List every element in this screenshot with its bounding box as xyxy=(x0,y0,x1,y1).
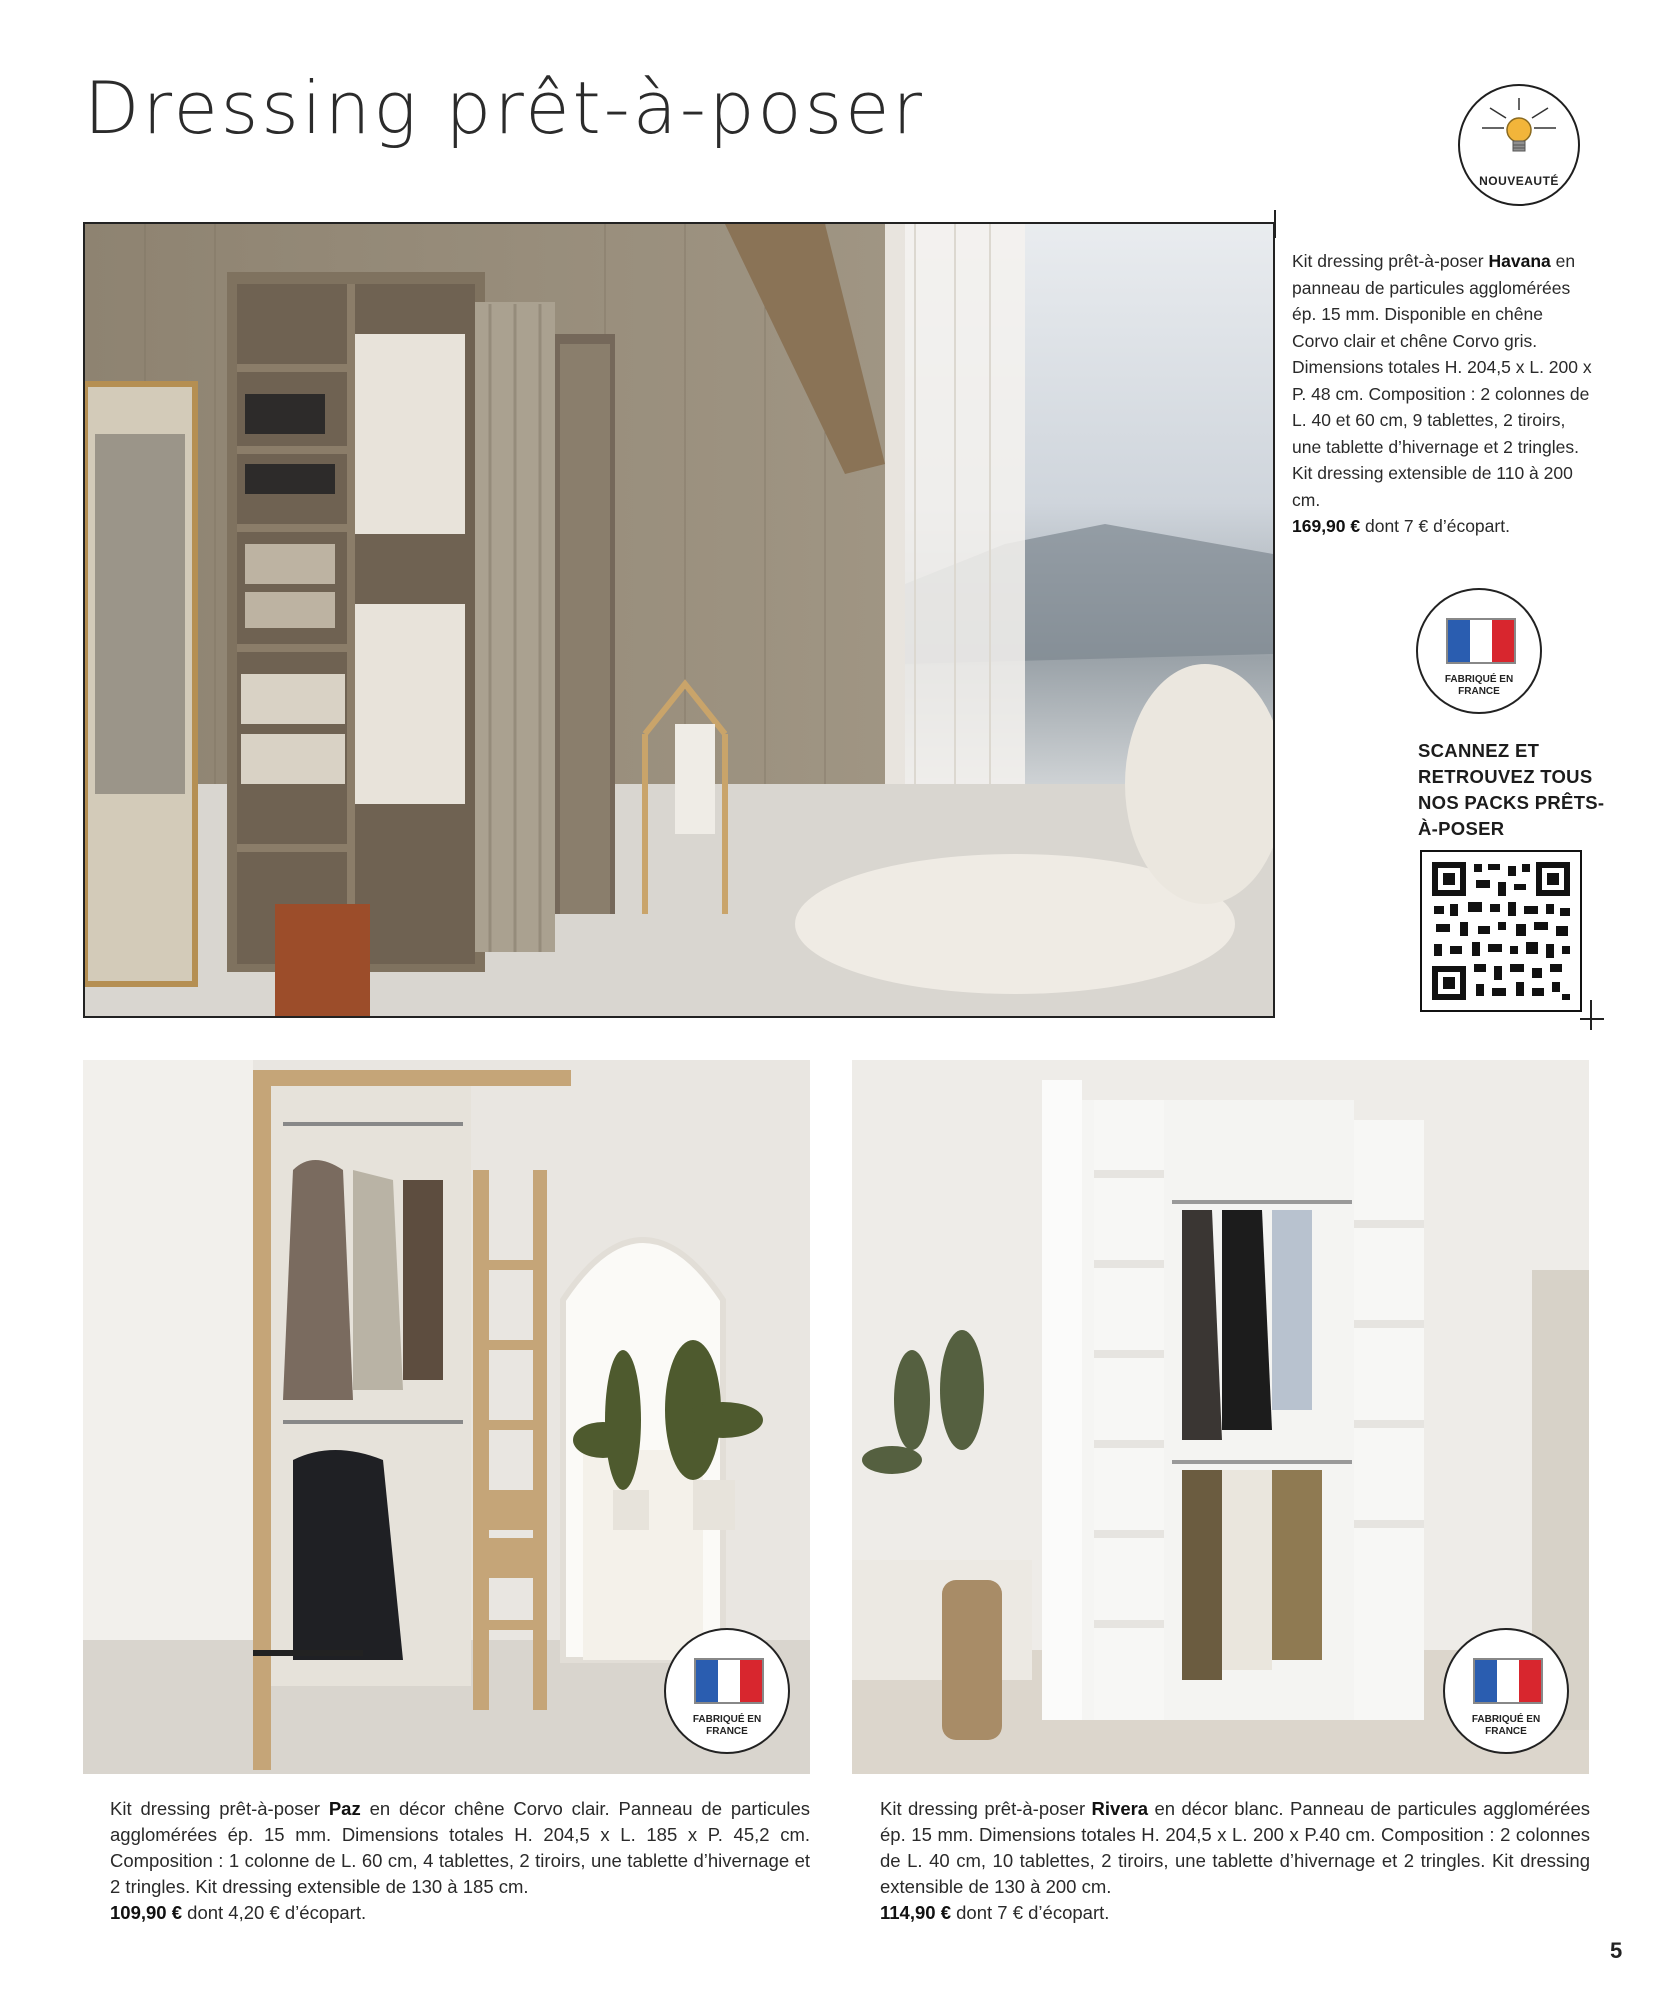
french-flag-icon xyxy=(1446,618,1516,664)
product-name: Havana xyxy=(1488,251,1551,271)
qr-code[interactable] xyxy=(1420,850,1582,1012)
product-body: en décor chêne Corvo clair. Panneau de particules agglomérées ép. 15 mm. Dimensions totales H. 204,5 x L. 185 x P. 45,2 cm. Composition : 1 colonne de L. 60 cm, 4 tablettes, 2 tiroirs, une tablette d’hivernage et 2 tringles. Kit dressing extensible de 130 à 185 cm. xyxy=(110,1798,811,1897)
product-body: en décor blanc. Panneau de particules agglomérées ép. 15 mm. Dimensions totales H. 204,5 x L. 200 x P.40 cm. Composition : 2 colonnes de L. 40 cm, 10 tablettes, 2 tiroirs, une tablette d’hivernage et 2 tringles. Kit dressing extensible de 130 à 200 cm. xyxy=(880,1798,1591,1897)
qr-code-icon xyxy=(1422,852,1580,1010)
product-intro: Kit dressing prêt-à-poser xyxy=(110,1798,329,1819)
eco-contribution: dont 7 € d’écopart. xyxy=(1360,516,1510,536)
scan-cta: SCANNEZ ET RETROUVEZ TOUS NOS PACKS PRÊTS-À-POSER xyxy=(1418,740,1605,839)
made-in-france-badge xyxy=(1416,588,1542,714)
rivera-description xyxy=(880,1796,1590,1926)
havana-photo xyxy=(83,222,1275,1018)
badge-line1: FABRIQUÉ EN xyxy=(692,1714,762,1725)
havana-description xyxy=(1292,248,1592,540)
page-number: 5 xyxy=(1610,1938,1623,1963)
french-flag-icon xyxy=(694,1658,764,1704)
eco-contribution: dont 4,20 € d’écopart. xyxy=(182,1902,367,1923)
product-intro: Kit dressing prêt-à-poser xyxy=(1292,251,1489,271)
frame-line xyxy=(1590,1000,1592,1030)
product-intro: Kit dressing prêt-à-poser xyxy=(880,1798,1092,1819)
product-price: 169,90 € xyxy=(1292,516,1361,536)
badge-line2: FRANCE xyxy=(706,1726,748,1737)
badge-line1: FABRIQUÉ EN xyxy=(1444,674,1514,685)
new-badge-label: NOUVEAUTÉ xyxy=(1479,174,1559,188)
french-flag-icon xyxy=(1473,1658,1543,1704)
badge-line2: FRANCE xyxy=(1485,1726,1527,1737)
product-price: 109,90 € xyxy=(110,1902,183,1923)
frame-line xyxy=(1580,1018,1604,1020)
eco-contribution: dont 7 € d’écopart. xyxy=(951,1902,1110,1923)
product-body: en panneau de particules agglomérées ép. 15 mm. Disponible en chêne Corvo clair et chêne Corvo gris. Dimensions totales H. 204,5 x L. 200 x P. 48 cm. Composition : 2 colonnes de L. 40 et 60 cm, 9 tablettes, 2 tiroirs, une tablette d’hivernage et 2 tringles. Kit dressing extensible de 110 à 200 cm. xyxy=(1292,251,1592,510)
product-name: Paz xyxy=(328,1798,361,1819)
badge-line2: FRANCE xyxy=(1458,686,1500,697)
paz-description xyxy=(110,1796,810,1926)
page-title: Dressing prêt-à-poser xyxy=(84,66,926,150)
new-badge xyxy=(1458,84,1580,206)
made-in-france-badge xyxy=(664,1628,790,1754)
product-price: 114,90 € xyxy=(880,1902,951,1923)
made-in-france-badge xyxy=(1443,1628,1569,1754)
badge-line1: FABRIQUÉ EN xyxy=(1471,1714,1541,1725)
product-name: Rivera xyxy=(1091,1798,1149,1819)
lightbulb-icon xyxy=(1460,86,1578,176)
